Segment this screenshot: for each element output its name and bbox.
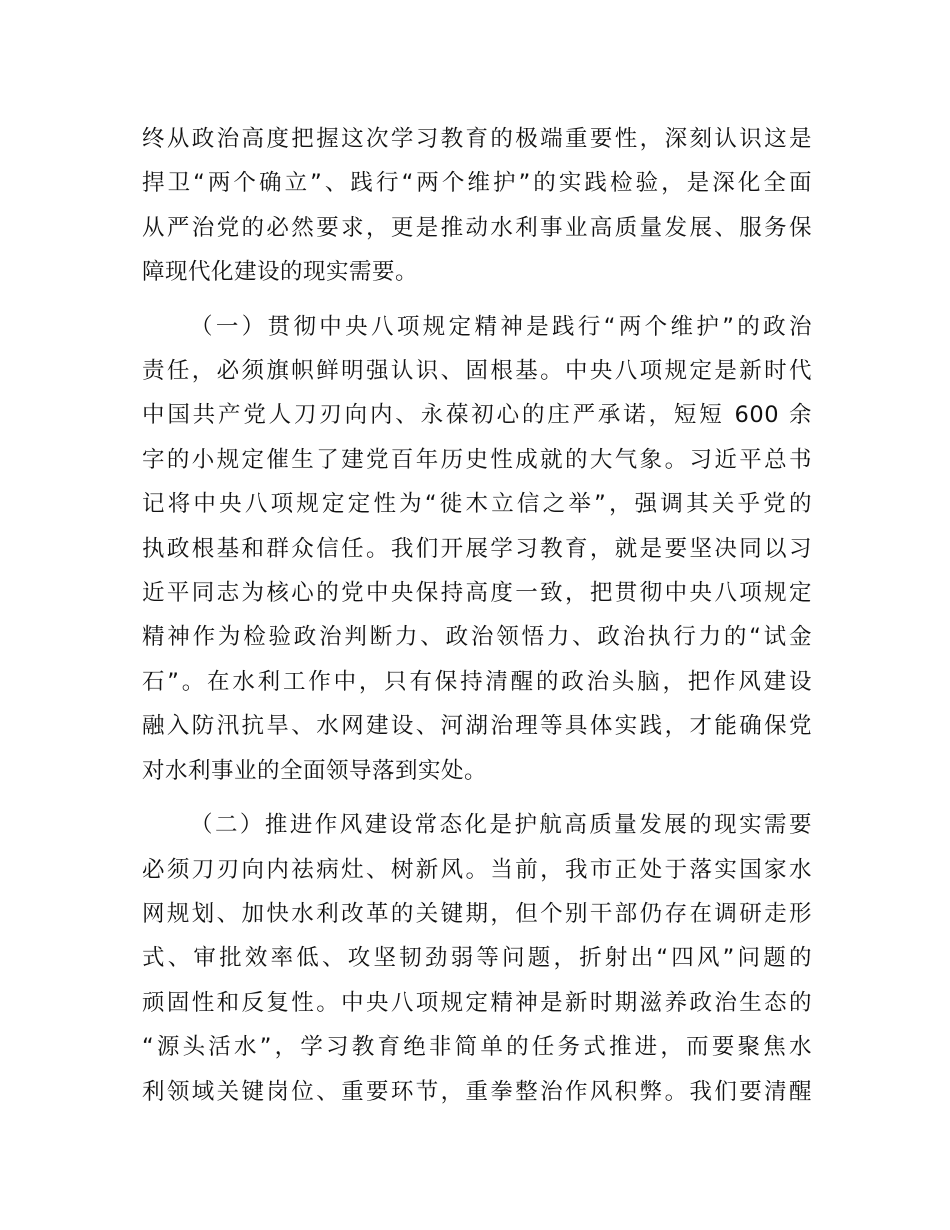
- text-line: 障现代化建设的现实需要。: [142, 259, 419, 286]
- text-line: 近平同志为核心的党中央保持高度一致，把贯彻中央八项规定: [142, 580, 812, 607]
- text-line: 记将中央八项规定定性为“徙木立信之举”，强调其关乎党的: [142, 491, 812, 518]
- text-line: 终从政治高度把握这次学习教育的极端重要性，深刻认识这是: [142, 126, 812, 152]
- text-line: 字的小规定催生了建党百年历史性成就的大气象。习近平总书: [142, 446, 812, 473]
- paragraph-section-2: [142, 803, 812, 1114]
- text-line: 中国共产党人刀刃向内、永葆初心的庄严承诺，短短 600 余: [142, 402, 812, 429]
- text-line: 精神作为检验政治判断力、政治领悟力、政治执行力的“试金: [142, 624, 812, 651]
- text-line: 从严治党的必然要求，更是推动水利事业高质量发展、服务保: [142, 214, 812, 241]
- text-line: 利领域关键岗位、重要环节，重拳整治作风积弊。我们要清醒: [142, 1078, 812, 1105]
- paragraph-section-1: [142, 305, 812, 793]
- text-line: 对水利事业的全面领导落到实处。: [142, 757, 488, 784]
- text-line: “源头活水”，学习教育绝非简单的任务式推进，而要聚焦水: [142, 1034, 812, 1061]
- text-line: 执政根基和群众信任。我们开展学习教育，就是要坚决同以习: [142, 535, 812, 562]
- text-line: 捍卫“两个确立”、践行“两个维护”的实践检验，是深化全面: [142, 170, 812, 197]
- text-line: 式、审批效率低、攻坚韧劲弱等问题，折射出“四风”问题的: [142, 945, 812, 972]
- text-line: 石”。在水利工作中，只有保持清醒的政治头脑，把作风建设: [142, 668, 812, 695]
- text-line: 网规划、加快水利改革的关键期，但个别干部仍存在调研走形: [142, 900, 812, 927]
- text-line: 必须刀刃向内祛病灶、树新风。当前，我市正处于落实国家水: [142, 856, 812, 883]
- text-line: 融入防汛抗旱、水网建设、河湖治理等具体实践，才能确保党: [142, 713, 812, 740]
- text-line: （二）推进作风建设常态化是护航高质量发展的现实需要: [190, 812, 812, 839]
- document-body: [142, 117, 812, 1114]
- text-line: （一）贯彻中央八项规定精神是践行“两个维护”的政治: [190, 313, 812, 340]
- text-line: 责任，必须旗帜鲜明强认识、固根基。中央八项规定是新时代: [142, 358, 812, 385]
- paragraph-intro: [142, 117, 812, 295]
- text-line: 顽固性和反复性。中央八项规定精神是新时期滋养政治生态的: [142, 989, 812, 1016]
